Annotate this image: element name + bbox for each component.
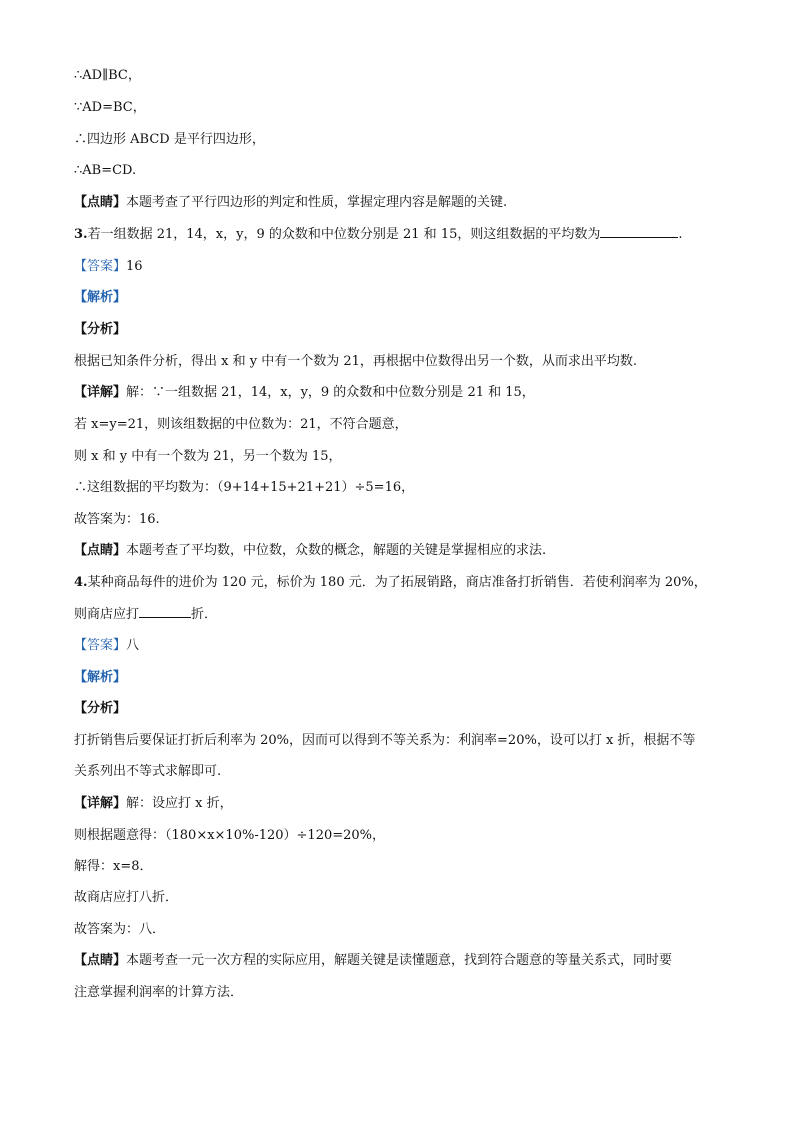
q4-comment-1-text: 本题考查一元一次方程的实际应用，解题关键是读懂题意，找到符合题意的等量关系式，同时要 (126, 953, 673, 968)
q4-answer-value: 八 (126, 638, 140, 653)
q4-stem-2 (74, 605, 217, 625)
q4-answer (74, 636, 139, 656)
prev-solution-line-3: ∴四边形 ABCD 是平行四边形， (74, 132, 265, 147)
q4-fenxi-tag: 【分析】 (74, 701, 127, 716)
q4-comment-tag: 【点睛】 (74, 953, 127, 968)
q3-answer-tag: 【答案】 (74, 259, 127, 274)
q3-detail-1-text: 解：∵一组数据 21，14，x，y，9 的众数和中位数分别是 21 和 15， (126, 385, 535, 400)
q3-detail-4: ∴这组数据的平均数为：（9+14+15+21+21）÷5=16， (74, 480, 415, 495)
prev-solution-line-1: ∴AD∥BC， (74, 68, 141, 83)
q3-stem-end: . (678, 227, 683, 242)
q3-detail-2: 若 x=y=21，则该组数据的中位数为：21，不符合题意， (74, 417, 408, 432)
q3-fenxi: 根据已知条件分析，得出 x 和 y 中有一个数为 21，再根据中位数得出另一个数，从而求出平均数. (74, 354, 638, 369)
prev-solution-line-4: ∴AB=CD. (74, 163, 137, 178)
q4-detail-1-text: 解：设应打 x 折， (126, 796, 233, 811)
q4-fenxi-1: 打折销售后要保证打折后利率为 20%，因而可以得到不等关系为：利润率=20%，设可以打 x 折，根据不等 (74, 733, 696, 748)
q4-detail-4: 故商店应打八折． (74, 890, 179, 905)
q3-comment-text: 本题考查了平均数，中位数，众数的概念，解题的关键是掌握相应的求法. (126, 543, 547, 558)
q3-detail-5: 故答案为：16. (74, 512, 160, 527)
comment-tag: 【点睛】 (74, 195, 127, 210)
q4-comment-2: 注意掌握利润率的计算方法． (74, 985, 244, 1000)
q3-fenxi-tag: 【分析】 (74, 322, 127, 337)
q3-stem-text: 若一组数据 21，14，x，y，9 的众数和中位数分别是 21 和 15，则这组数据的平均数为 (87, 227, 601, 242)
q3-answer (74, 257, 143, 277)
q4-analysis-tag: 【解析】 (74, 670, 127, 685)
q4-stem-1-text: 某种商品每件的进价为 120 元，标价为 180 元．为了拓展销路，商店准备打折销售．若使利润率为 20%， (87, 575, 707, 590)
comment-text: 本题考查了平行四边形的判定和性质，掌握定理内容是解题的关键. (126, 195, 508, 210)
prev-solution-line-2: ∵AD=BC， (74, 100, 146, 115)
q4-comment-1 (74, 951, 672, 971)
q4-detail-tag: 【详解】 (74, 796, 127, 811)
q3-comment (74, 541, 546, 561)
q3-detail-3: 则 x 和 y 中有一个数为 21，另一个数为 15， (74, 449, 342, 464)
q4-detail-5: 故答案为：八． (74, 922, 166, 937)
q3-number: 3. (74, 227, 88, 242)
q3-stem (74, 225, 683, 245)
q4-detail-2: 则根据题意得：（180×x×10%-120）÷120=20%， (74, 828, 386, 843)
q3-answer-blank (600, 225, 678, 238)
q3-answer-value: 16 (126, 259, 143, 274)
q3-detail-tag: 【详解】 (74, 385, 127, 400)
q4-stem-2-post: 折． (191, 607, 218, 622)
q3-detail-1 (74, 383, 535, 403)
q4-stem-1 (74, 573, 707, 593)
prev-comment (74, 193, 507, 213)
q4-fenxi-2: 关系列出不等式求解即可. (74, 764, 222, 779)
q4-detail-1 (74, 794, 233, 814)
q4-detail-3: 解得：x=8． (74, 859, 153, 874)
q4-stem-2-pre: 则商店应打 (74, 607, 140, 622)
q4-answer-tag: 【答案】 (74, 638, 127, 653)
q3-comment-tag: 【点睛】 (74, 543, 127, 558)
q3-analysis-tag: 【解析】 (74, 290, 127, 305)
q4-number: 4. (74, 575, 88, 590)
q4-answer-blank (139, 605, 191, 618)
